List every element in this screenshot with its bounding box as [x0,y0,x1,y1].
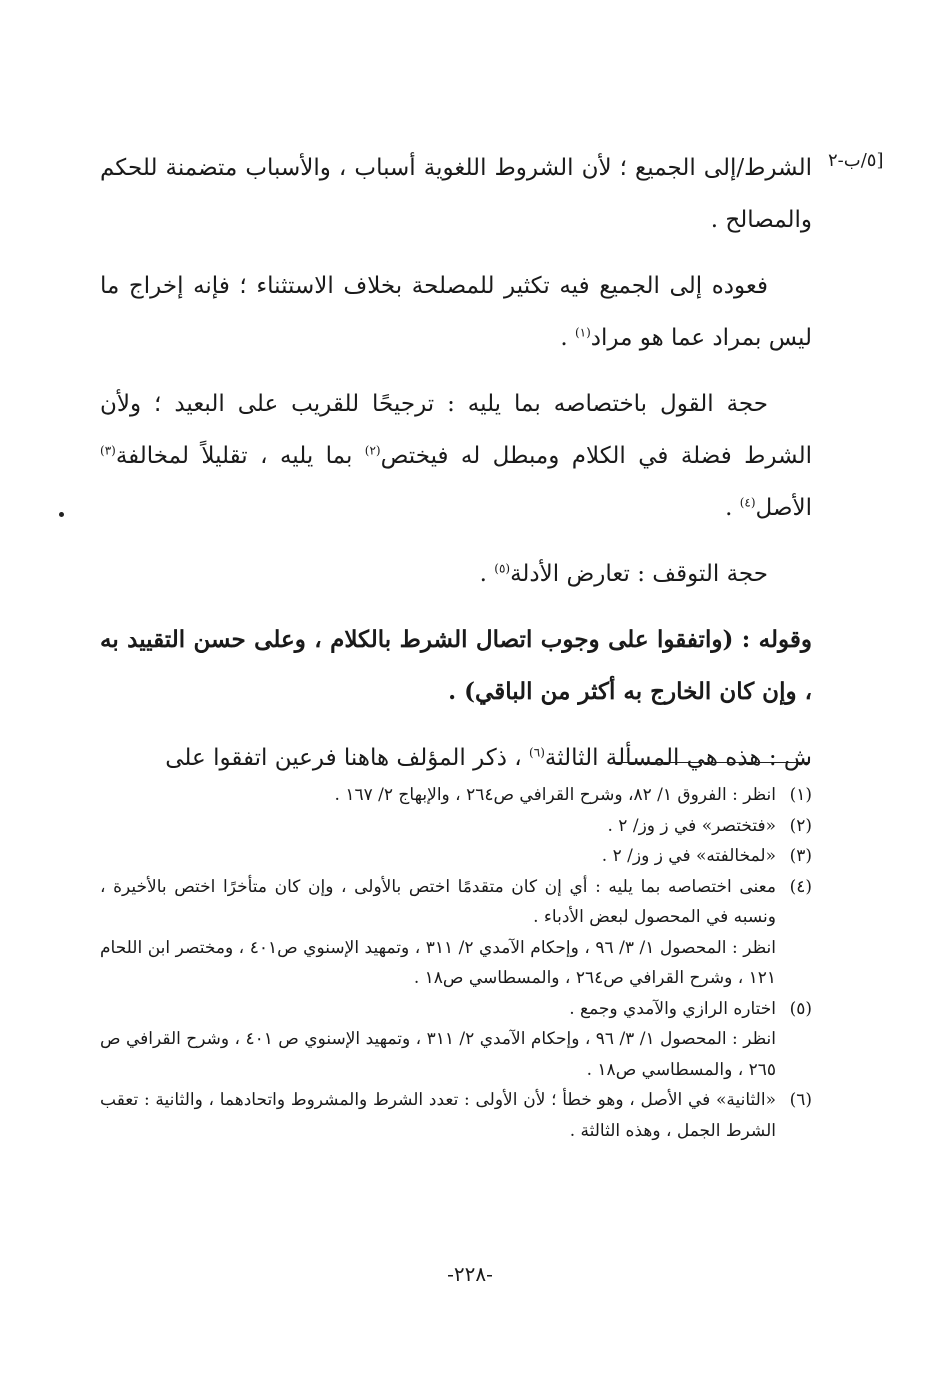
paragraph-2-text: فعوده إلى الجميع فيه تكثير للمصلحة بخلاف الاستثناء ؛ فإنه إخراج ما ليس بمراد عما هو مراد [100,273,812,351]
footnote-body [100,1085,776,1146]
paragraph-6-tail: ، ذكر المؤلف هاهنا فرعين اتفقوا على [165,745,530,771]
footnote-line: معنى اختصاصه بما يليه : أي إن كان متقدمًا اختص بالأولى ، وإن كان متأخرًا اختص بالأخيرة ، ونسبه في المحصول لبعض الأدباء . [100,876,776,927]
footnote-ref-4: (٤) [739,495,756,510]
stray-dot-mark [59,512,64,517]
footnote-line: «الثانية» في الأصل ، وهو خطأ ؛ لأن الأولى : تعدد الشرط والمشروط واتحادهما ، والثانية : تعقب الشرط الجمل ، وهذه الثالثة . [100,1090,776,1141]
footnote-line: «فتختصر» في ز وز/ ٢ . [607,815,776,836]
paragraph-3-text-a: حجة القول باختصاصه بما يليه : ترجيحًا للقريب على البعيد ؛ ولأن الشرط فضلة في الكلام ومبطل له فيختص [100,391,812,469]
footnote-ref-3: (٣) [100,443,116,458]
paragraph-1-text: الشرط/إلى الجميع ؛ لأن الشروط اللغوية أسباب ، والأسباب متضمنة للحكم والمصالح . [100,155,812,233]
footnote-4 [100,872,812,994]
footnote-separator [614,762,810,763]
margin-folio-note: [٥/ب-٢ [828,150,884,171]
paragraph-4-tail: . [479,561,495,587]
paragraph-3-text-c: الأصل [755,495,812,521]
page-number: -٢٢٨- [447,1262,493,1286]
paragraph-3-text-d: . [725,495,740,521]
paragraph-4 [100,548,812,600]
footnote-number: (٢) [789,815,812,836]
paragraph-6 [100,732,812,784]
footnote-number: (٤) [789,876,812,897]
footnote-line: انظر : المحصول ١/ ٣/ ٩٦ ، وإحكام الآمدي ٢/ ٣١١ ، وتمهيد الإسنوي ص ٤٠١ ، وشرح القرافي ص ٢٦٥ ، والمسطاسي ص١٨ . [100,1029,776,1080]
footnote-ref-2: (٢) [364,443,381,458]
footnote-body [100,780,776,811]
paragraph-1 [100,142,812,246]
footnote-ref-6: (٦) [529,745,545,760]
footnote-6 [100,1085,812,1146]
footnote-3 [100,841,812,872]
footnote-number: (٦) [789,1090,812,1110]
footnote-number: (٣) [789,846,812,866]
footnote-ref-5: (٥) [494,561,511,576]
main-text [100,142,812,798]
paragraph-3 [100,378,812,534]
paragraph-5-quote [100,614,812,718]
footnote-number: (١) [789,785,812,805]
paragraph-2-tail: . [560,325,575,351]
footnote-body [100,994,776,1086]
footnote-line: اختاره الرازي والآمدي وجمع . [569,998,776,1019]
footnote-ref-1: (١) [574,325,591,340]
footnote-number: (٥) [789,998,812,1019]
footnote-line: «لمخالفته» في ز وز/ ٢ . [601,846,776,866]
footnote-body [100,841,776,872]
paragraph-4-text: حجة التوقف : تعارض الأدلة [510,561,768,587]
paragraph-3-text-b: بما يليه ، تقليلاً لمخالفة [115,443,365,469]
paragraph-5-text: وقوله : (واتفقوا على وجوب اتصال الشرط بالكلام ، وعلى حسن التقييد به ، وإن كان الخارج به أكثر من الباقي) . [100,626,812,705]
footnote-line: انظر : الفروق ١/ ٨٢، وشرح القرافي ص٢٦٤ ، والإبهاج ٢/ ١٦٧ . [334,785,776,805]
paragraph-6-text: ش : هذه هي المسألة الثالثة [544,745,812,771]
footnote-2 [100,811,812,842]
footnote-5 [100,994,812,1086]
footnote-body [100,872,776,994]
footnote-1 [100,780,812,811]
footnote-body [100,811,776,842]
paragraph-2 [100,260,812,364]
footnotes-section [100,780,812,1146]
footnote-line: انظر : المحصول ١/ ٣/ ٩٦ ، وإحكام الآمدي ٢/ ٣١١ ، وتمهيد الإسنوي ص٤٠١ ، ومختصر ابن اللحام ١٢١ ، وشرح القرافي ص٢٦٤ ، والمسطاسي ص١٨ . [100,937,777,988]
